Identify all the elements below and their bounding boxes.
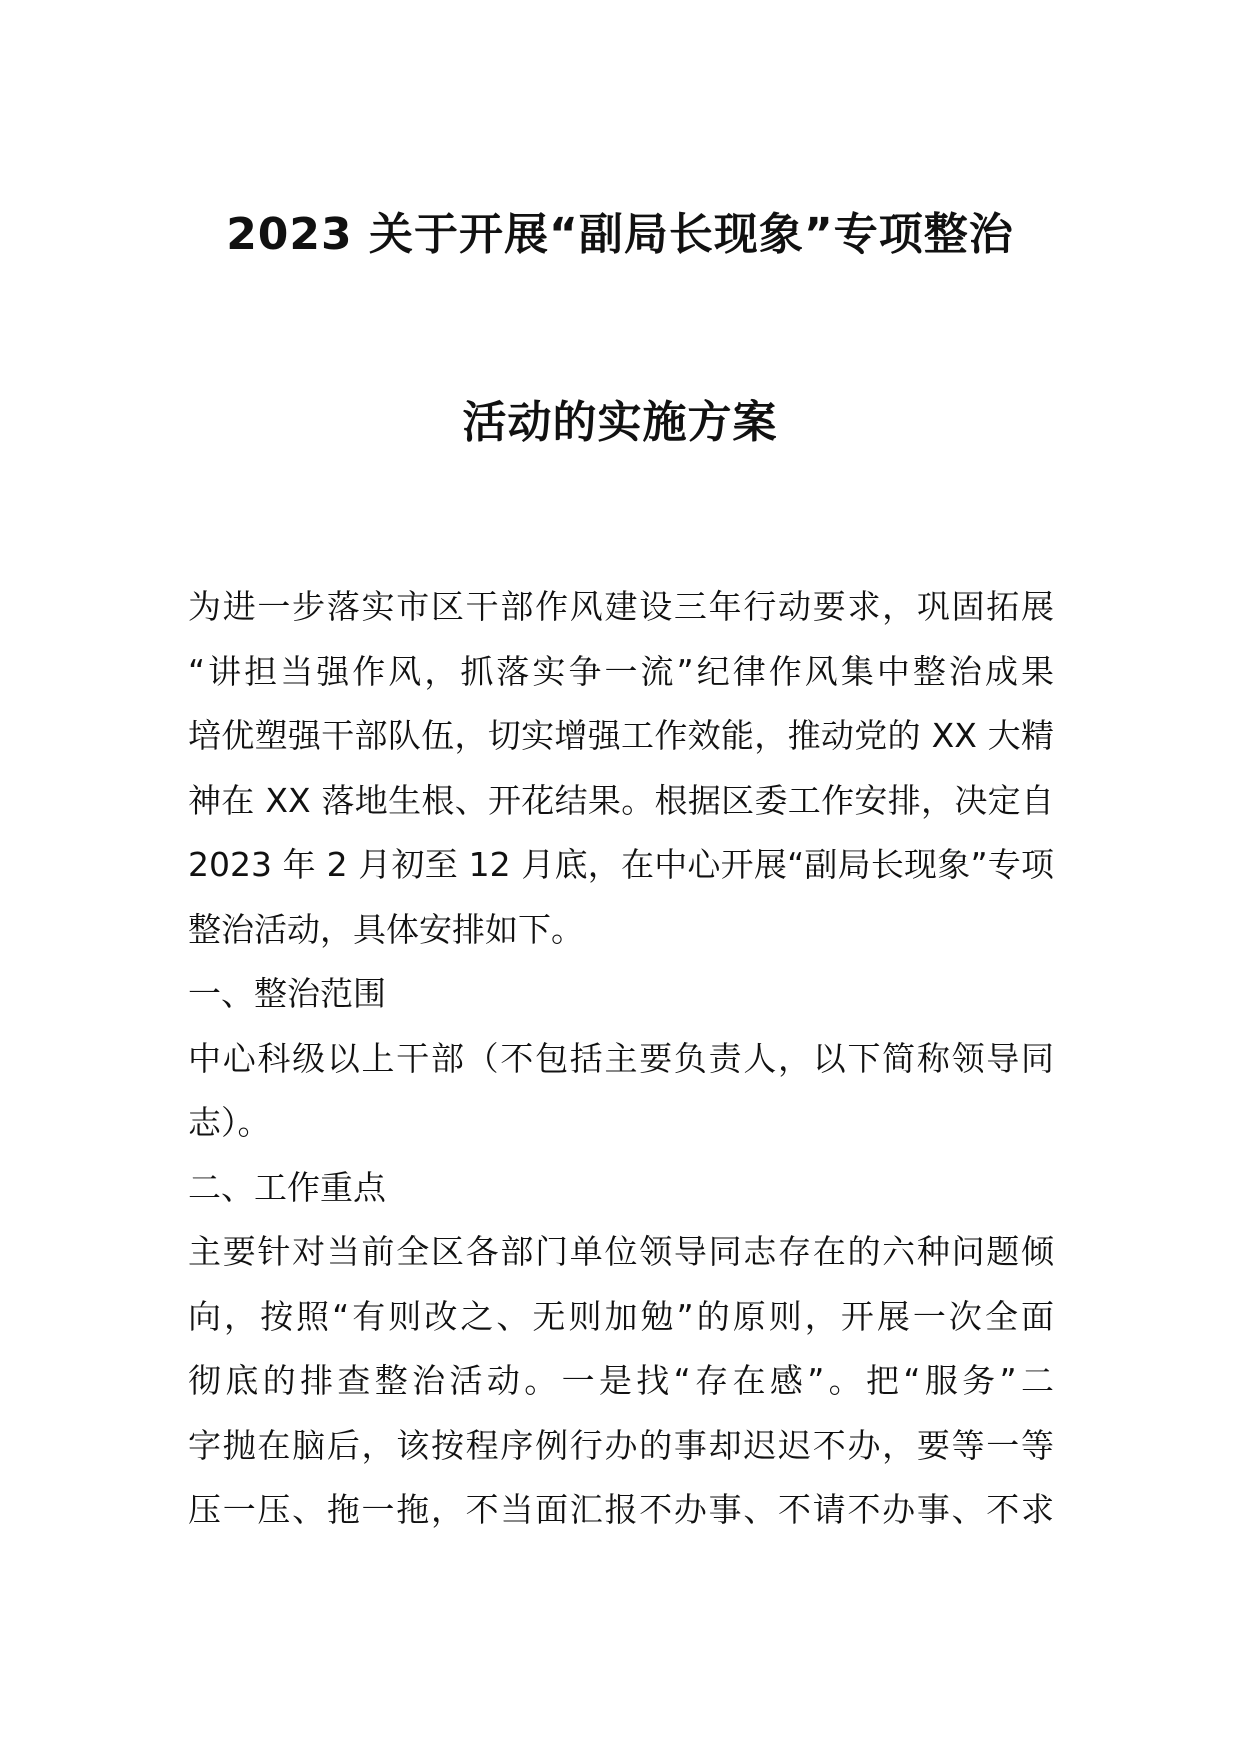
section-heading-2: 二、工作重点	[188, 1167, 386, 1207]
body-line: 为进一步落实市区干部作风建设三年行动要求，巩固拓展	[188, 587, 1054, 626]
body-line: 压一压、拖一拖，不当面汇报不办事、不请不办事、不求	[188, 1490, 1054, 1529]
body-line-end: 整治活动，具体安排如下。	[188, 909, 584, 949]
section-heading-1: 一、整治范围	[188, 974, 386, 1013]
document-title-line-1: 2023 关于开展“副局长现象”专项整治	[226, 209, 1014, 260]
body-line: 彻底的排查整治活动。一是找“存在感”。把“服务”二	[188, 1361, 1054, 1400]
body-line-end: 志）。	[188, 1103, 271, 1142]
document-title-line-2: 活动的实施方案	[462, 397, 778, 448]
body-line: 字抛在脑后，该按程序例行办的事却迟迟不办，要等一等	[188, 1425, 1054, 1465]
body-line: 2023 年 2 月初至 12 月底，在中心开展“副局长现象”专项	[188, 845, 1054, 884]
body-line: 向，按照“有则改之、无则加勉”的原则，开展一次全面	[188, 1296, 1054, 1336]
body-line: 主要针对当前全区各部门单位领导同志存在的六种问题倾	[188, 1232, 1054, 1271]
document-body	[188, 575, 1054, 1543]
body-line: “讲担当强作风，抓落实争一流”纪律作风集中整治成果	[188, 651, 1054, 691]
body-line: 培优塑强干部队伍，切实增强工作效能，推动党的 XX 大精	[188, 716, 1054, 755]
body-line: 中心科级以上干部（不包括主要负责人，以下简称领导同	[188, 1038, 1054, 1078]
body-line: 神在 XX 落地生根、开花结果。根据区委工作安排，决定自	[188, 780, 1054, 820]
